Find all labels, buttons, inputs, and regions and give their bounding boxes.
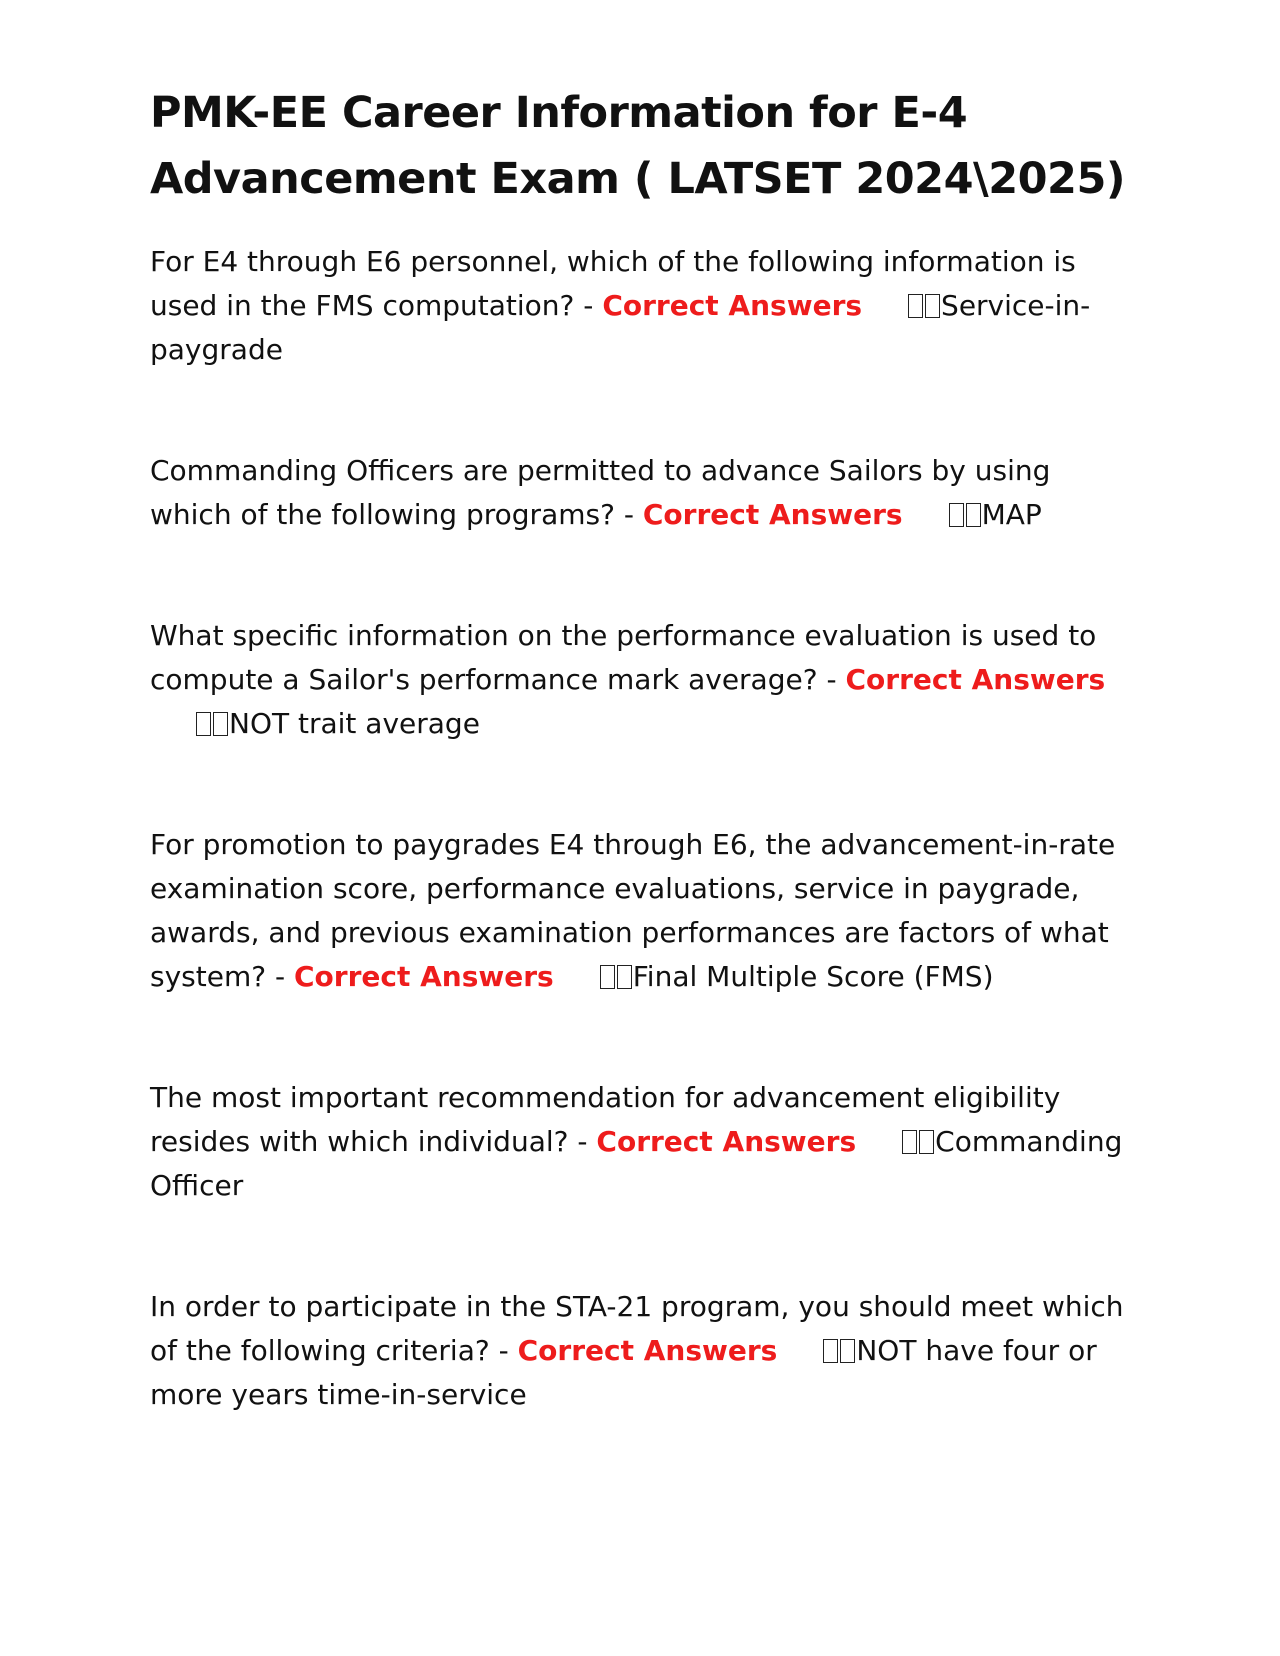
qa-item: [150, 449, 1135, 537]
missing-glyph-icon: [600, 965, 615, 989]
answer-text: MAP: [981, 498, 1042, 531]
separator: -: [266, 960, 294, 993]
answer-label: Correct Answers: [642, 498, 903, 531]
missing-glyph-icon: [919, 1130, 934, 1154]
separator: -: [489, 1334, 518, 1367]
document-page: [150, 80, 1135, 1494]
missing-glyph-icon: [196, 712, 211, 736]
question-text: What specific information on the performance evaluation is used to compute a Sailor's performance mark average?: [150, 619, 1097, 696]
qa-item: [150, 1076, 1135, 1208]
separator: -: [817, 663, 846, 696]
missing-glyph-icon: [823, 1339, 838, 1363]
separator: -: [614, 498, 643, 531]
answer-text: Commanding Officer: [150, 1125, 1123, 1202]
missing-glyph-icon: [617, 965, 632, 989]
qa-item: [150, 240, 1135, 372]
answer-label: Correct Answers: [596, 1125, 857, 1158]
question-text: For promotion to paygrades E4 through E6, the advancement-in-rate examination score, performance evaluations, service in paygrade, awards, and previous examination performances are factors of what system?: [150, 828, 1116, 993]
question-text: For E4 through E6 personnel, which of the following information is used in the FMS computation?: [150, 245, 1076, 322]
answer-text: NOT trait average: [229, 707, 480, 740]
qa-item: [150, 823, 1135, 999]
missing-glyph-icon: [213, 712, 228, 736]
missing-glyph-icon: [840, 1339, 855, 1363]
missing-glyph-icon: [966, 503, 981, 527]
missing-glyph-icon: [908, 294, 923, 318]
answer-label: Correct Answers: [517, 1334, 778, 1367]
qa-item: [150, 1285, 1135, 1417]
separator: -: [574, 289, 603, 322]
answer-text: NOT have four or more years time-in-service: [150, 1334, 1097, 1411]
answer-label: Correct Answers: [602, 289, 863, 322]
missing-glyph-icon: [949, 503, 964, 527]
qa-item: [150, 614, 1135, 746]
answer-label: Correct Answers: [845, 663, 1106, 696]
answer-label: Correct Answers: [294, 960, 554, 993]
document-title: PMK-EE Career Information for E-4 Advancement Exam ( LATSET 2024\2025): [150, 88, 1126, 204]
answer-text: Service-in-paygrade: [150, 289, 1091, 366]
question-text: In order to participate in the STA-21 program, you should meet which of the following criteria?: [150, 1290, 1124, 1367]
question-text: Commanding Officers are permitted to advance Sailors by using which of the following programs?: [150, 454, 1051, 531]
missing-glyph-icon: [902, 1130, 917, 1154]
answer-text: Final Multiple Score (FMS): [632, 960, 994, 993]
separator: -: [568, 1125, 597, 1158]
missing-glyph-icon: [925, 294, 940, 318]
question-text: The most important recommendation for advancement eligibility resides with which individual?: [150, 1081, 1061, 1158]
